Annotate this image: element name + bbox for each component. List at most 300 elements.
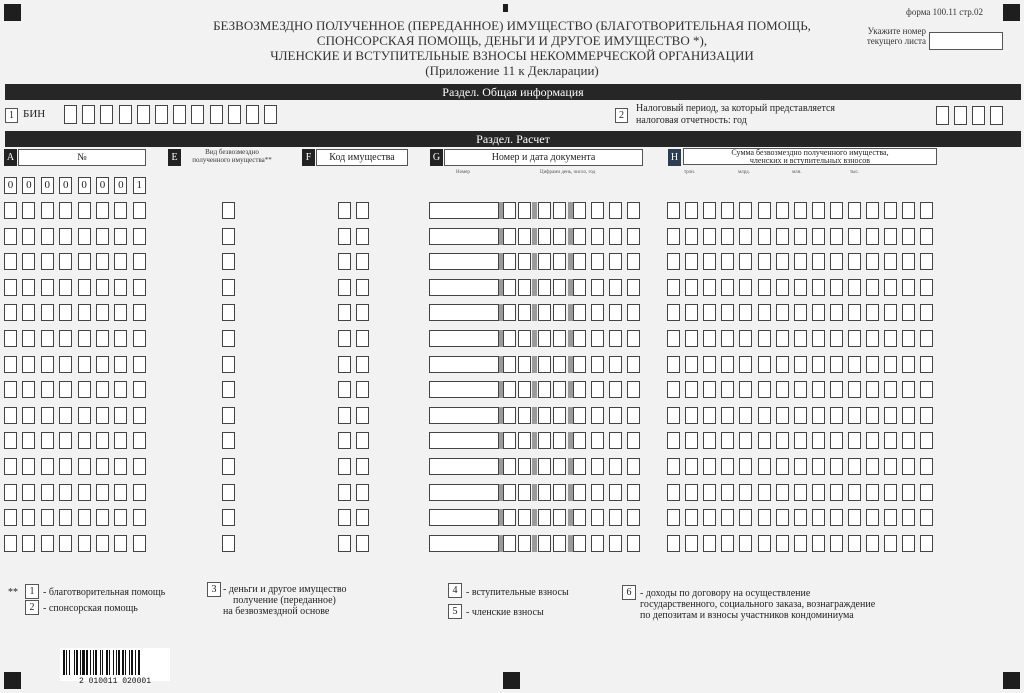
amount-digit-cell[interactable] <box>902 279 915 296</box>
row-number-cell[interactable] <box>4 330 17 347</box>
year-digit-cell[interactable] <box>936 106 949 125</box>
amount-digit-cell[interactable] <box>758 228 771 245</box>
amount-digit-cell[interactable] <box>685 407 698 424</box>
amount-digit-cell[interactable] <box>703 330 716 347</box>
amount-digit-cell[interactable] <box>794 279 807 296</box>
amount-digit-cell[interactable] <box>866 279 879 296</box>
row-number-cell[interactable] <box>4 253 17 270</box>
amount-digit-cell[interactable] <box>884 279 897 296</box>
amount-digit-cell[interactable] <box>920 535 933 552</box>
document-date-cell[interactable] <box>591 304 604 321</box>
amount-digit-cell[interactable] <box>830 407 843 424</box>
amount-digit-cell[interactable] <box>920 304 933 321</box>
row-number-cell[interactable] <box>133 458 146 475</box>
row-number-cell[interactable] <box>22 202 35 219</box>
bin-digit-cell[interactable] <box>246 105 259 124</box>
amount-digit-cell[interactable] <box>902 356 915 373</box>
document-date-cell[interactable] <box>609 202 622 219</box>
document-date-cell[interactable] <box>538 356 551 373</box>
amount-digit-cell[interactable] <box>884 304 897 321</box>
amount-digit-cell[interactable] <box>685 458 698 475</box>
amount-digit-cell[interactable] <box>721 356 734 373</box>
property-code-cell[interactable] <box>338 509 351 526</box>
amount-digit-cell[interactable] <box>721 304 734 321</box>
amount-digit-cell[interactable] <box>812 356 825 373</box>
document-date-cell[interactable] <box>538 228 551 245</box>
amount-digit-cell[interactable] <box>703 407 716 424</box>
row-number-cell[interactable] <box>133 202 146 219</box>
document-date-cell[interactable] <box>591 330 604 347</box>
amount-digit-cell[interactable] <box>685 381 698 398</box>
row-number-cell[interactable] <box>4 202 17 219</box>
document-date-cell[interactable] <box>573 407 586 424</box>
amount-digit-cell[interactable] <box>776 202 789 219</box>
row-number-cell[interactable] <box>114 202 127 219</box>
row-number-cell[interactable] <box>4 458 17 475</box>
row-number-cell[interactable] <box>22 253 35 270</box>
document-date-cell[interactable] <box>609 253 622 270</box>
amount-digit-cell[interactable] <box>739 535 752 552</box>
document-date-cell[interactable] <box>553 330 566 347</box>
row-number-cell[interactable] <box>114 381 127 398</box>
amount-digit-cell[interactable] <box>848 432 861 449</box>
row-number-cell[interactable] <box>96 228 109 245</box>
document-date-cell[interactable] <box>518 509 531 526</box>
row-number-cell[interactable] <box>22 407 35 424</box>
row-number-cell[interactable] <box>4 407 17 424</box>
row-number-cell[interactable] <box>96 279 109 296</box>
property-type-cell[interactable] <box>222 202 235 219</box>
row-number-cell[interactable] <box>4 535 17 552</box>
page-number-field[interactable] <box>929 32 1003 50</box>
amount-digit-cell[interactable] <box>812 304 825 321</box>
amount-digit-cell[interactable] <box>739 432 752 449</box>
amount-digit-cell[interactable] <box>758 304 771 321</box>
amount-digit-cell[interactable] <box>884 228 897 245</box>
amount-digit-cell[interactable] <box>830 509 843 526</box>
document-date-cell[interactable] <box>503 535 516 552</box>
document-date-cell[interactable] <box>627 253 640 270</box>
amount-digit-cell[interactable] <box>703 509 716 526</box>
amount-digit-cell[interactable] <box>685 228 698 245</box>
row-number-cell[interactable] <box>41 458 54 475</box>
amount-digit-cell[interactable] <box>920 458 933 475</box>
property-code-cell[interactable] <box>356 279 369 296</box>
document-date-cell[interactable] <box>627 279 640 296</box>
row-number-cell[interactable] <box>59 202 72 219</box>
amount-digit-cell[interactable] <box>902 407 915 424</box>
amount-digit-cell[interactable] <box>758 253 771 270</box>
amount-digit-cell[interactable] <box>703 535 716 552</box>
amount-digit-cell[interactable] <box>794 407 807 424</box>
row-number-cell[interactable] <box>41 202 54 219</box>
document-date-cell[interactable] <box>518 330 531 347</box>
amount-digit-cell[interactable] <box>884 356 897 373</box>
row-number-cell[interactable] <box>96 509 109 526</box>
amount-digit-cell[interactable] <box>884 253 897 270</box>
amount-digit-cell[interactable] <box>812 535 825 552</box>
amount-digit-cell[interactable] <box>721 228 734 245</box>
document-date-cell[interactable] <box>573 381 586 398</box>
amount-digit-cell[interactable] <box>667 535 680 552</box>
document-date-cell[interactable] <box>591 253 604 270</box>
row-number-cell[interactable] <box>96 356 109 373</box>
document-date-cell[interactable] <box>518 202 531 219</box>
row-number-cell[interactable] <box>133 509 146 526</box>
amount-digit-cell[interactable] <box>685 535 698 552</box>
property-type-cell[interactable] <box>222 381 235 398</box>
amount-digit-cell[interactable] <box>685 202 698 219</box>
property-code-cell[interactable] <box>356 484 369 501</box>
amount-digit-cell[interactable] <box>776 279 789 296</box>
row-number-cell[interactable] <box>22 535 35 552</box>
property-type-cell[interactable] <box>222 253 235 270</box>
row-number-cell[interactable] <box>78 253 91 270</box>
row-number-cell[interactable] <box>114 407 127 424</box>
amount-digit-cell[interactable] <box>902 381 915 398</box>
property-type-cell[interactable] <box>222 458 235 475</box>
amount-digit-cell[interactable] <box>902 330 915 347</box>
row-number-cell[interactable] <box>133 381 146 398</box>
amount-digit-cell[interactable] <box>685 253 698 270</box>
bin-digit-cell[interactable] <box>119 105 132 124</box>
property-type-cell[interactable] <box>222 407 235 424</box>
row-number-cell[interactable] <box>22 228 35 245</box>
amount-digit-cell[interactable] <box>685 356 698 373</box>
row-number-cell[interactable] <box>133 279 146 296</box>
property-code-cell[interactable] <box>338 228 351 245</box>
amount-digit-cell[interactable] <box>794 381 807 398</box>
amount-digit-cell[interactable] <box>667 432 680 449</box>
amount-digit-cell[interactable] <box>812 484 825 501</box>
amount-digit-cell[interactable] <box>848 381 861 398</box>
amount-digit-cell[interactable] <box>866 253 879 270</box>
document-date-cell[interactable] <box>609 484 622 501</box>
document-date-cell[interactable] <box>553 407 566 424</box>
row-number-cell[interactable] <box>96 458 109 475</box>
amount-digit-cell[interactable] <box>920 228 933 245</box>
document-date-cell[interactable] <box>573 484 586 501</box>
amount-digit-cell[interactable] <box>721 535 734 552</box>
amount-digit-cell[interactable] <box>902 202 915 219</box>
amount-digit-cell[interactable] <box>812 202 825 219</box>
amount-digit-cell[interactable] <box>830 458 843 475</box>
amount-digit-cell[interactable] <box>920 509 933 526</box>
amount-digit-cell[interactable] <box>703 432 716 449</box>
document-date-cell[interactable] <box>573 279 586 296</box>
row-number-digit[interactable]: 1 <box>133 177 146 194</box>
property-code-cell[interactable] <box>338 304 351 321</box>
amount-digit-cell[interactable] <box>830 330 843 347</box>
property-type-cell[interactable] <box>222 432 235 449</box>
amount-digit-cell[interactable] <box>739 253 752 270</box>
row-number-cell[interactable] <box>133 253 146 270</box>
document-number-cell[interactable] <box>429 202 499 219</box>
amount-digit-cell[interactable] <box>866 228 879 245</box>
amount-digit-cell[interactable] <box>667 279 680 296</box>
document-date-cell[interactable] <box>518 535 531 552</box>
amount-digit-cell[interactable] <box>866 535 879 552</box>
document-date-cell[interactable] <box>627 228 640 245</box>
document-date-cell[interactable] <box>518 253 531 270</box>
document-date-cell[interactable] <box>538 253 551 270</box>
amount-digit-cell[interactable] <box>830 202 843 219</box>
row-number-cell[interactable] <box>96 253 109 270</box>
document-date-cell[interactable] <box>518 407 531 424</box>
property-type-cell[interactable] <box>222 356 235 373</box>
document-date-cell[interactable] <box>503 484 516 501</box>
document-number-cell[interactable] <box>429 304 499 321</box>
amount-digit-cell[interactable] <box>830 535 843 552</box>
row-number-cell[interactable] <box>59 228 72 245</box>
document-date-cell[interactable] <box>627 304 640 321</box>
row-number-cell[interactable] <box>22 330 35 347</box>
row-number-cell[interactable] <box>114 535 127 552</box>
row-number-cell[interactable] <box>133 484 146 501</box>
row-number-cell[interactable] <box>41 228 54 245</box>
amount-digit-cell[interactable] <box>920 202 933 219</box>
amount-digit-cell[interactable] <box>902 535 915 552</box>
row-number-cell[interactable] <box>59 253 72 270</box>
document-date-cell[interactable] <box>609 381 622 398</box>
document-date-cell[interactable] <box>627 432 640 449</box>
property-code-cell[interactable] <box>356 202 369 219</box>
amount-digit-cell[interactable] <box>902 458 915 475</box>
amount-digit-cell[interactable] <box>667 458 680 475</box>
document-date-cell[interactable] <box>553 253 566 270</box>
property-code-cell[interactable] <box>356 381 369 398</box>
property-code-cell[interactable] <box>338 253 351 270</box>
document-date-cell[interactable] <box>503 279 516 296</box>
row-number-cell[interactable] <box>96 407 109 424</box>
amount-digit-cell[interactable] <box>884 484 897 501</box>
amount-digit-cell[interactable] <box>812 228 825 245</box>
bin-digit-cell[interactable] <box>100 105 113 124</box>
row-number-cell[interactable] <box>133 228 146 245</box>
document-date-cell[interactable] <box>609 356 622 373</box>
amount-digit-cell[interactable] <box>830 304 843 321</box>
amount-digit-cell[interactable] <box>758 535 771 552</box>
document-date-cell[interactable] <box>538 484 551 501</box>
amount-digit-cell[interactable] <box>848 304 861 321</box>
row-number-cell[interactable] <box>78 432 91 449</box>
year-digit-cell[interactable] <box>972 106 985 125</box>
document-date-cell[interactable] <box>538 458 551 475</box>
document-date-cell[interactable] <box>627 535 640 552</box>
amount-digit-cell[interactable] <box>848 458 861 475</box>
row-number-cell[interactable] <box>59 330 72 347</box>
row-number-cell[interactable] <box>59 432 72 449</box>
document-date-cell[interactable] <box>503 356 516 373</box>
document-number-cell[interactable] <box>429 509 499 526</box>
row-number-cell[interactable] <box>78 458 91 475</box>
document-date-cell[interactable] <box>591 202 604 219</box>
amount-digit-cell[interactable] <box>794 509 807 526</box>
document-date-cell[interactable] <box>503 509 516 526</box>
document-date-cell[interactable] <box>518 279 531 296</box>
document-number-cell[interactable] <box>429 253 499 270</box>
amount-digit-cell[interactable] <box>739 202 752 219</box>
amount-digit-cell[interactable] <box>902 484 915 501</box>
amount-digit-cell[interactable] <box>721 330 734 347</box>
amount-digit-cell[interactable] <box>848 484 861 501</box>
row-number-cell[interactable] <box>22 381 35 398</box>
document-date-cell[interactable] <box>591 356 604 373</box>
amount-digit-cell[interactable] <box>721 202 734 219</box>
amount-digit-cell[interactable] <box>848 228 861 245</box>
amount-digit-cell[interactable] <box>848 279 861 296</box>
amount-digit-cell[interactable] <box>812 381 825 398</box>
document-date-cell[interactable] <box>518 228 531 245</box>
amount-digit-cell[interactable] <box>902 432 915 449</box>
amount-digit-cell[interactable] <box>902 228 915 245</box>
amount-digit-cell[interactable] <box>721 381 734 398</box>
amount-digit-cell[interactable] <box>884 202 897 219</box>
amount-digit-cell[interactable] <box>812 330 825 347</box>
amount-digit-cell[interactable] <box>884 509 897 526</box>
amount-digit-cell[interactable] <box>739 279 752 296</box>
row-number-cell[interactable] <box>78 407 91 424</box>
amount-digit-cell[interactable] <box>739 330 752 347</box>
document-date-cell[interactable] <box>553 279 566 296</box>
document-number-cell[interactable] <box>429 228 499 245</box>
property-code-cell[interactable] <box>338 458 351 475</box>
amount-digit-cell[interactable] <box>902 253 915 270</box>
amount-digit-cell[interactable] <box>848 535 861 552</box>
amount-digit-cell[interactable] <box>739 356 752 373</box>
row-number-cell[interactable] <box>22 279 35 296</box>
row-number-cell[interactable] <box>114 509 127 526</box>
property-code-cell[interactable] <box>356 356 369 373</box>
document-date-cell[interactable] <box>518 484 531 501</box>
property-code-cell[interactable] <box>356 458 369 475</box>
row-number-cell[interactable] <box>59 279 72 296</box>
amount-digit-cell[interactable] <box>884 535 897 552</box>
amount-digit-cell[interactable] <box>758 484 771 501</box>
amount-digit-cell[interactable] <box>758 407 771 424</box>
amount-digit-cell[interactable] <box>920 407 933 424</box>
document-date-cell[interactable] <box>553 228 566 245</box>
amount-digit-cell[interactable] <box>685 304 698 321</box>
year-digit-cell[interactable] <box>990 106 1003 125</box>
amount-digit-cell[interactable] <box>884 381 897 398</box>
amount-digit-cell[interactable] <box>758 330 771 347</box>
amount-digit-cell[interactable] <box>703 458 716 475</box>
row-number-cell[interactable] <box>78 279 91 296</box>
document-date-cell[interactable] <box>591 279 604 296</box>
row-number-digit[interactable]: 0 <box>22 177 35 194</box>
row-number-cell[interactable] <box>114 304 127 321</box>
row-number-cell[interactable] <box>22 458 35 475</box>
amount-digit-cell[interactable] <box>685 509 698 526</box>
amount-digit-cell[interactable] <box>703 304 716 321</box>
amount-digit-cell[interactable] <box>685 330 698 347</box>
bin-digit-cell[interactable] <box>137 105 150 124</box>
amount-digit-cell[interactable] <box>776 535 789 552</box>
document-date-cell[interactable] <box>573 228 586 245</box>
amount-digit-cell[interactable] <box>776 509 789 526</box>
amount-digit-cell[interactable] <box>721 253 734 270</box>
amount-digit-cell[interactable] <box>812 432 825 449</box>
row-number-cell[interactable] <box>114 484 127 501</box>
row-number-cell[interactable] <box>78 330 91 347</box>
property-code-cell[interactable] <box>356 407 369 424</box>
amount-digit-cell[interactable] <box>776 432 789 449</box>
document-date-cell[interactable] <box>609 330 622 347</box>
amount-digit-cell[interactable] <box>866 356 879 373</box>
row-number-cell[interactable] <box>114 432 127 449</box>
document-date-cell[interactable] <box>503 432 516 449</box>
row-number-digit[interactable]: 0 <box>78 177 91 194</box>
document-date-cell[interactable] <box>553 381 566 398</box>
amount-digit-cell[interactable] <box>902 509 915 526</box>
document-date-cell[interactable] <box>553 356 566 373</box>
row-number-cell[interactable] <box>78 202 91 219</box>
row-number-cell[interactable] <box>133 432 146 449</box>
amount-digit-cell[interactable] <box>866 407 879 424</box>
amount-digit-cell[interactable] <box>794 458 807 475</box>
amount-digit-cell[interactable] <box>721 458 734 475</box>
row-number-cell[interactable] <box>4 279 17 296</box>
row-number-cell[interactable] <box>22 432 35 449</box>
row-number-cell[interactable] <box>96 484 109 501</box>
row-number-cell[interactable] <box>78 484 91 501</box>
row-number-cell[interactable] <box>114 330 127 347</box>
document-date-cell[interactable] <box>609 432 622 449</box>
amount-digit-cell[interactable] <box>758 279 771 296</box>
document-date-cell[interactable] <box>591 228 604 245</box>
amount-digit-cell[interactable] <box>721 509 734 526</box>
amount-digit-cell[interactable] <box>884 458 897 475</box>
amount-digit-cell[interactable] <box>703 356 716 373</box>
document-date-cell[interactable] <box>503 304 516 321</box>
document-date-cell[interactable] <box>503 381 516 398</box>
row-number-cell[interactable] <box>22 509 35 526</box>
amount-digit-cell[interactable] <box>920 484 933 501</box>
document-date-cell[interactable] <box>518 458 531 475</box>
bin-digit-cell[interactable] <box>64 105 77 124</box>
amount-digit-cell[interactable] <box>703 202 716 219</box>
document-date-cell[interactable] <box>627 484 640 501</box>
document-date-cell[interactable] <box>627 202 640 219</box>
bin-digit-cell[interactable] <box>210 105 223 124</box>
amount-digit-cell[interactable] <box>812 407 825 424</box>
row-number-cell[interactable] <box>59 407 72 424</box>
document-date-cell[interactable] <box>591 535 604 552</box>
row-number-digit[interactable]: 0 <box>41 177 54 194</box>
row-number-cell[interactable] <box>59 356 72 373</box>
amount-digit-cell[interactable] <box>830 228 843 245</box>
row-number-cell[interactable] <box>96 330 109 347</box>
document-date-cell[interactable] <box>538 509 551 526</box>
document-date-cell[interactable] <box>591 407 604 424</box>
row-number-digit[interactable]: 0 <box>96 177 109 194</box>
amount-digit-cell[interactable] <box>866 432 879 449</box>
amount-digit-cell[interactable] <box>667 330 680 347</box>
amount-digit-cell[interactable] <box>667 381 680 398</box>
row-number-cell[interactable] <box>41 381 54 398</box>
amount-digit-cell[interactable] <box>776 458 789 475</box>
bin-digit-cell[interactable] <box>264 105 277 124</box>
row-number-cell[interactable] <box>133 330 146 347</box>
amount-digit-cell[interactable] <box>685 432 698 449</box>
amount-digit-cell[interactable] <box>685 279 698 296</box>
document-date-cell[interactable] <box>538 279 551 296</box>
row-number-cell[interactable] <box>41 253 54 270</box>
amount-digit-cell[interactable] <box>794 484 807 501</box>
row-number-cell[interactable] <box>59 458 72 475</box>
amount-digit-cell[interactable] <box>794 356 807 373</box>
